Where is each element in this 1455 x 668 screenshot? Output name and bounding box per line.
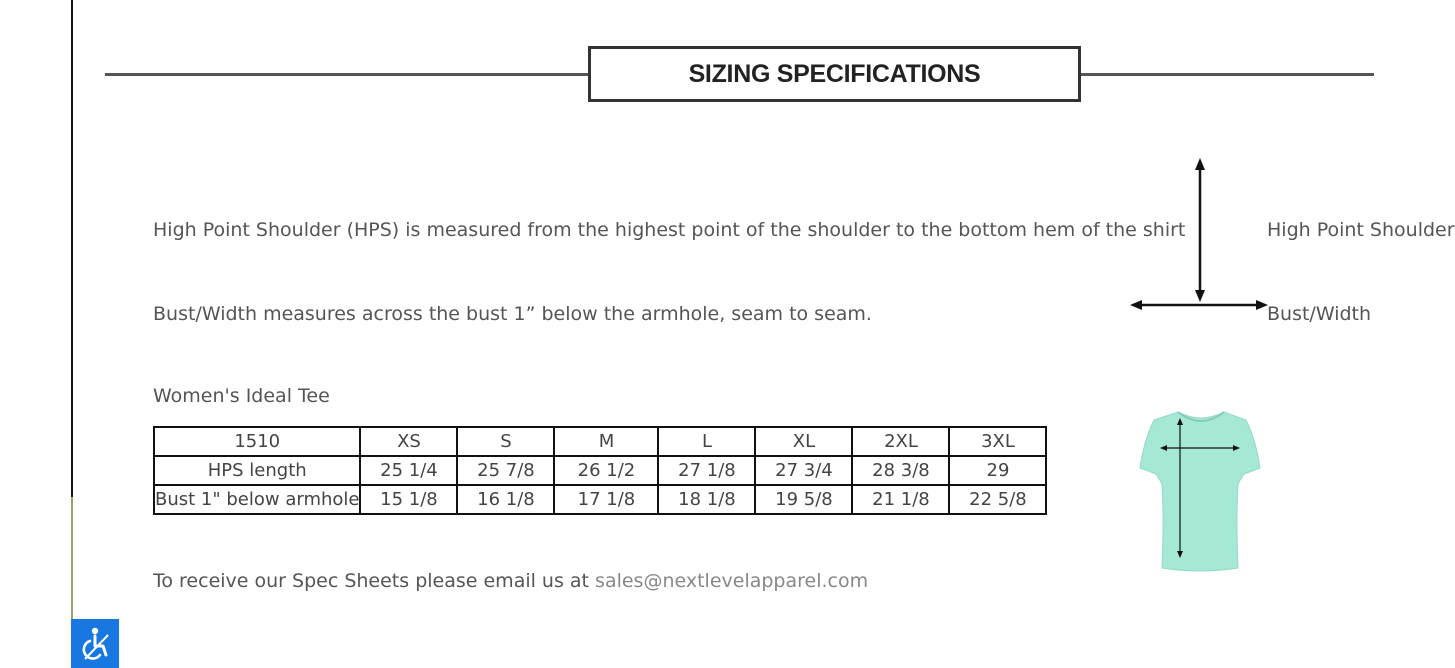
table-cell: HPS length	[154, 456, 360, 485]
table-cell: Bust 1" below armhole	[154, 485, 360, 514]
table-row	[154, 485, 1046, 514]
table-cell: 17 1/8	[554, 485, 658, 514]
table-header-cell: S	[457, 427, 554, 456]
bust-legend-label	[1267, 303, 1374, 325]
hps-legend-label	[1267, 219, 1455, 241]
title-rule-right	[1079, 73, 1374, 76]
table-row	[154, 456, 1046, 485]
table-header-cell: M	[554, 427, 658, 456]
section-title: SIZING SPECIFICATIONS	[688, 59, 981, 88]
tee-shirt-icon	[1138, 410, 1264, 574]
bust-legend-text: Bust/Width	[1267, 303, 1372, 325]
table-header-cell: 3XL	[949, 427, 1046, 456]
bust-description: Bust/Width measures across the bust 1” below the armhole, seam to seam.	[153, 303, 872, 325]
contact-line	[153, 570, 868, 592]
table-cell: 28 3/8	[852, 456, 949, 485]
table-cell: 27 1/8	[658, 456, 755, 485]
table-cell: 25 1/4	[360, 456, 457, 485]
table-cell: 29	[949, 456, 1046, 485]
table-header-cell: XS	[360, 427, 457, 456]
table-cell: 16 1/8	[457, 485, 554, 514]
product-name: Women's Ideal Tee	[153, 385, 330, 407]
size-spec-table	[153, 426, 1047, 515]
measurement-arrows-icon	[1128, 156, 1270, 316]
table-cell: 22 5/8	[949, 485, 1046, 514]
section-title-box	[588, 46, 1081, 102]
page-left-border	[71, 0, 73, 500]
accessibility-button[interactable]	[71, 619, 119, 668]
table-header-cell: XL	[755, 427, 852, 456]
table-cell: 18 1/8	[658, 485, 755, 514]
table-header-cell: 2XL	[852, 427, 949, 456]
hps-legend-text: High Point Shoulder	[1267, 219, 1455, 241]
table-cell: 15 1/8	[360, 485, 457, 514]
table-cell: 25 7/8	[457, 456, 554, 485]
hps-description: High Point Shoulder (HPS) is measured from the highest point of the shoulder to the bottom hem of the shirt	[153, 219, 1186, 241]
contact-text: To receive our Spec Sheets please email us at	[153, 570, 596, 592]
table-header-cell: L	[658, 427, 755, 456]
table-cell: 27 3/4	[755, 456, 852, 485]
email-link[interactable]: sales@nextlevelapparel.com	[595, 570, 869, 592]
table-cell: 21 1/8	[852, 485, 949, 514]
title-rule-left	[105, 73, 589, 76]
table-header-row	[154, 427, 1046, 456]
accessibility-icon	[79, 627, 111, 661]
table-cell: 19 5/8	[755, 485, 852, 514]
table-header-cell: 1510	[154, 427, 360, 456]
table-cell: 26 1/2	[554, 456, 658, 485]
